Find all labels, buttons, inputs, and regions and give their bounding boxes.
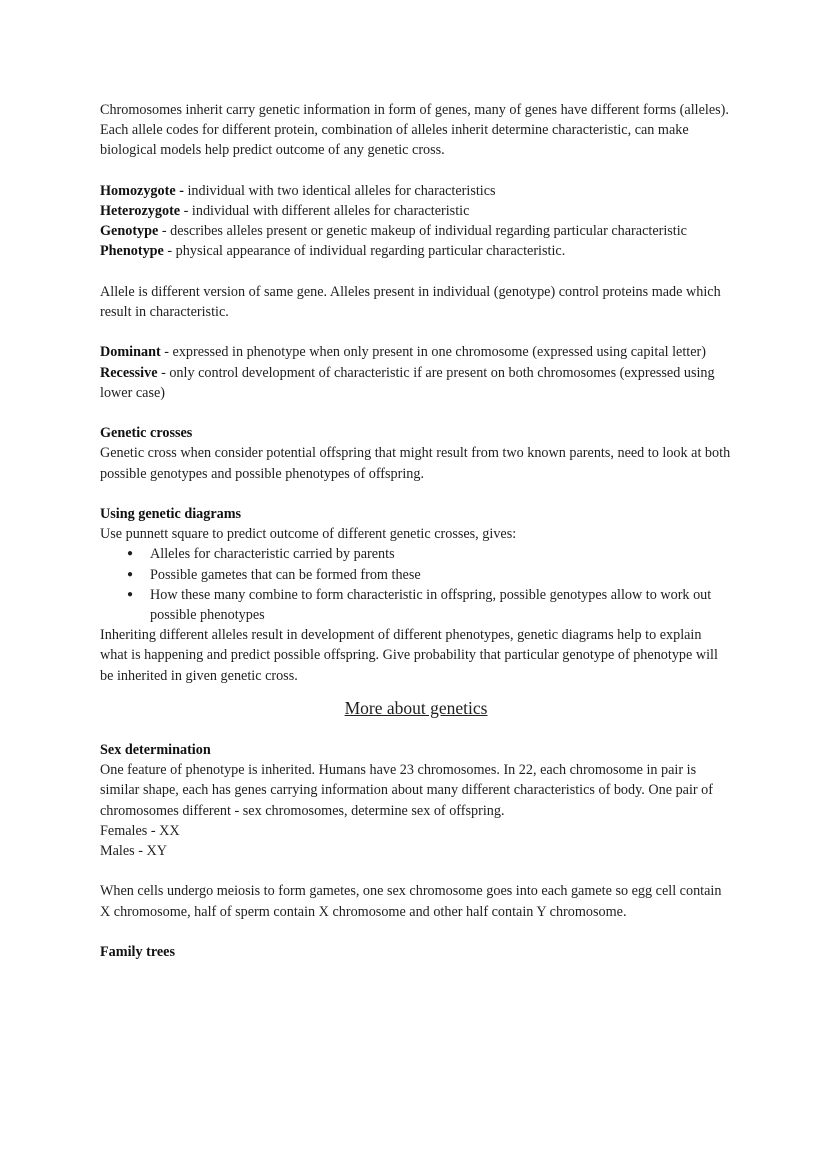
males-line: Males - XY: [100, 843, 167, 860]
document-page: [100, 100, 732, 962]
term-recessive: Recessive: [100, 364, 158, 381]
list-item: ● How these many combine to form characteristic in offspring, possible genotypes allow to work out possible phenotypes: [100, 585, 732, 625]
list-item: ● Possible gametes that can be formed from these: [100, 565, 732, 585]
definition-heterozygote: [100, 201, 732, 221]
definition-dominant: [100, 342, 732, 362]
sex-determination-paragraph: One feature of phenotype is inherited. Humans have 23 chromosomes. In 22, each chromosome in pair is similar shape, each has genes carrying information about many different characteristics of body. One pair of chromosomes different - sex chromosomes, determine sex of offspring.: [100, 762, 713, 819]
meiosis-paragraph: When cells undergo meiosis to form gametes, one sex chromosome goes into each gamete so egg cell contain X chromosome, half of sperm contain X chromosome and other half contain Y chromosome.: [100, 883, 722, 920]
genetic-diagrams-outro: Inheriting different alleles result in development of different phenotypes, genetic diagrams help to explain what is happening and predict possible offspring. Give probability that particular genotype of phenotype will be inherited in given genetic cross.: [100, 627, 718, 684]
definition-text: - individual with different alleles for characteristic: [180, 203, 470, 219]
genetic-diagrams-intro: Use punnett square to predict outcome of different genetic crosses, gives:: [100, 526, 517, 543]
genetic-crosses-paragraph: Genetic cross when consider potential offspring that might result from two known parents, need to look at both possible genotypes and possible phenotypes of offspring.: [100, 445, 731, 482]
heading-text: Family trees: [100, 944, 175, 960]
heading-text: Genetic crosses: [100, 425, 193, 442]
list-item: ● Alleles for characteristic carried by parents: [100, 544, 732, 564]
definition-phenotype: [100, 241, 732, 261]
term-heterozygote: Heterozygote: [100, 203, 181, 219]
definition-text: - only control development of characteristic if are present on both chromosomes (expressed using lower case): [100, 364, 715, 401]
intro-paragraph: Chromosomes inherit carry genetic information in form of genes, many of genes have different forms (alleles). Each allele codes for different protein, combination of alleles inherit determine characteristic, can make biological models help predict outcome of any genetic cross.: [100, 102, 729, 159]
definition-text: individual with two identical alleles for characteristics: [183, 182, 496, 199]
term-dominant: Dominant: [100, 344, 161, 361]
heading-genetic-diagrams: [100, 504, 732, 524]
term-genotype: Genotype: [100, 223, 159, 240]
genetic-diagrams-list: [100, 544, 732, 625]
term-homozygote: Homozygote -: [100, 182, 184, 199]
allele-paragraph: Allele is different version of same gene. Alleles present in individual (genotype) control proteins made which result in characteristic.: [100, 283, 721, 320]
definition-genotype: [100, 221, 732, 241]
term-phenotype: Phenotype: [100, 243, 164, 260]
definition-text: - physical appearance of individual regarding particular characteristic.: [163, 243, 566, 260]
heading-text: Using genetic diagrams: [100, 505, 242, 522]
definition-text: - expressed in phenotype when only present in one chromosome (expressed using capital letter): [160, 344, 706, 361]
definition-recessive: [100, 363, 732, 403]
heading-text: Sex determination: [100, 742, 211, 758]
section-title: More about genetics: [344, 697, 488, 718]
heading-genetic-crosses: [100, 423, 732, 443]
females-line: Females - XX: [100, 822, 180, 839]
heading-family-trees: [100, 942, 732, 962]
definition-homozygote: [100, 181, 732, 201]
definition-text: - describes alleles present or genetic makeup of individual regarding particular characteristic: [158, 223, 687, 240]
heading-sex-determination: [100, 740, 732, 760]
